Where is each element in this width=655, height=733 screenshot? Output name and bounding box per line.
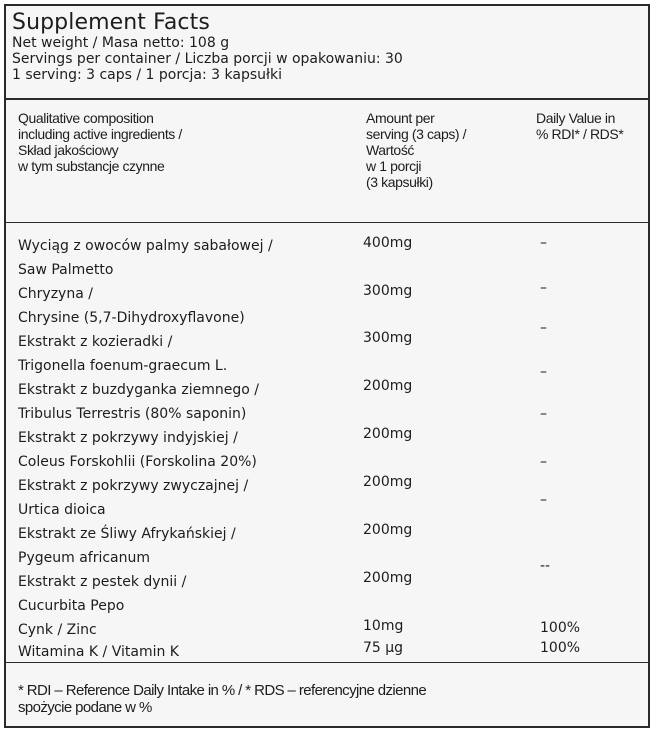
column-header-daily-value [536,110,648,142]
amount-value: 200mg [363,570,413,586]
amount-value: 200mg [363,426,413,442]
amount-value: 10mg [363,618,404,634]
daily-value: – [540,235,547,251]
amount-value: 300mg [363,283,413,299]
ingredient-name: Tribulus Terrestris (80% saponin) [18,406,247,422]
ingredient-name: Chrysine (5,7-Dihydroxyflavone) [18,310,245,326]
amount-value: 200mg [363,378,413,394]
daily-value: – [540,320,547,336]
header-line: w 1 porcji [366,158,422,174]
header-line: Qualitative composition [18,110,154,126]
ingredient-name: Ekstrakt z buzdyganka ziemnego / [18,382,260,398]
ingredient-name: Chryzyna / [18,286,93,302]
header-line: including active ingredients / [18,126,182,142]
ingredient-name: Wyciąg z owoców palmy sabałowej / [18,238,273,254]
amount-value: 75 µg [363,640,404,656]
daily-value: – [540,454,547,470]
ingredient-name: Ekstrakt z pokrzywy zwyczajnej / [18,478,249,494]
daily-value: – [540,492,547,508]
ingredient-name: Trigonella foenum-graecum L. [18,358,228,374]
daily-value: 100% [540,620,581,636]
divider-header [6,222,648,223]
ingredient-name: Ekstrakt ze Śliwy Afrykańskiej / [18,526,236,542]
rdi-footnote [18,682,638,716]
amount-value: 300mg [363,330,413,346]
amount-value: 400mg [363,235,413,251]
header-line: w tym substancje czynne [18,158,165,174]
footnote-line: * RDI – Reference Daily Intake in % / * RDS – referencyjne dzienne [18,682,427,699]
ingredient-name: Cynk / Zinc [18,622,97,638]
ingredient-name: Saw Palmetto [18,262,114,278]
label-title: Supplement Facts [12,10,210,35]
header-line: (3 kapsułki) [366,174,433,190]
supplement-facts-label [4,4,650,728]
ingredient-name: Cucurbita Pepo [18,598,125,614]
divider-thick [6,98,648,100]
title-block [12,10,642,83]
amount-value: 200mg [363,522,413,538]
ingredient-name: Ekstrakt z pestek dynii / [18,574,187,590]
ingredient-name: Ekstrakt z kozieradki / [18,334,173,350]
column-header-amount [366,110,506,190]
serving-size: 1 serving: 3 caps / 1 porcja: 3 kapsułki [12,67,282,83]
column-header-composition [18,110,318,174]
daily-value: – [540,364,547,380]
footnote-line: spożycie podane w % [18,699,152,716]
header-line: Wartość [366,142,415,158]
ingredient-name: Pygeum africanum [18,550,151,566]
amount-value: 200mg [363,474,413,490]
net-weight: Net weight / Masa netto: 108 g [12,35,230,51]
ingredient-name: Ekstrakt z pokrzywy indyjskiej / [18,430,238,446]
header-line: Skład jakościowy [18,142,119,158]
ingredient-name: Coleus Forskohlii (Forskolina 20%) [18,454,257,470]
daily-value: – [540,280,547,296]
header-line: Amount per [366,110,435,126]
daily-value: -- [540,558,551,574]
header-line: Daily Value in [536,110,615,126]
header-line: % RDI* / RDS* [536,126,624,142]
header-line: serving (3 caps) / [366,126,467,142]
divider-footer [6,662,648,663]
ingredient-name: Urtica dioica [18,502,106,518]
daily-value: 100% [540,640,581,656]
daily-value: – [540,406,547,422]
servings-per-container: Servings per container / Liczba porcji w opakowaniu: 30 [12,51,403,67]
ingredient-name: Witamina K / Vitamin K [18,644,179,660]
